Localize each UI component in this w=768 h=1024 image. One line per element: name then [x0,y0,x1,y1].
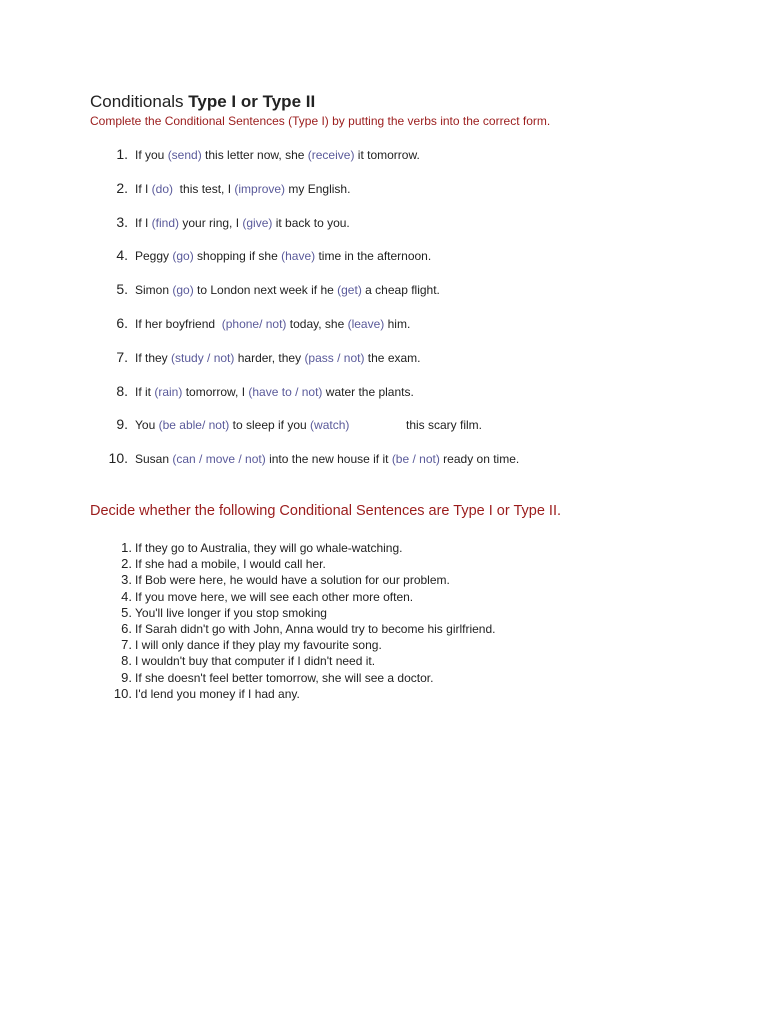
exercise1-item [0,348,768,371]
item-number: 7. [121,637,132,653]
exercise1-item [0,213,768,236]
sentence-text: it tomorrow. [354,148,420,162]
verb-hint: (pass / not) [304,350,365,365]
exercise2-item [0,622,768,638]
item-number: 10. [113,685,132,701]
item-sentence: I wouldn't buy that computer if I didn't need it. [135,654,376,669]
verb-hint: (be able/ not) [158,418,230,433]
sentence-text: to London next week if he [193,283,338,298]
item-sentence [135,351,421,365]
verb-hint: (go) [172,283,194,298]
sentence-text: into the new house if it [265,452,392,467]
verb-hint: (do) [151,181,174,196]
exercise2-item [0,573,768,589]
exercise1-instructions: Complete the Conditional Sentences (Type I) by putting the verbs into the correct form. [90,114,551,128]
verb-hint: (have to / not) [248,384,323,399]
sentence-text: Peggy [135,249,173,264]
item-number: 9. [116,416,128,433]
exercise1-item [0,317,768,337]
item-number: 8. [116,382,128,399]
sentence-text: If it [135,384,155,399]
sentence-text: shopping if she [193,249,282,264]
item-number: 4. [121,588,132,604]
item-number: 5. [116,281,128,298]
item-sentence [135,317,410,331]
sentence-text: to sleep if you [229,418,311,433]
sentence-text: it back to you. [272,215,350,230]
exercise2-item [0,671,768,687]
sentence-text: your ring, I [179,215,243,230]
item-number: 9. [121,669,132,685]
item-sentence: I will only dance if they play my favourite song. [135,638,382,653]
sentence-text: If her boyfriend [135,317,222,331]
item-sentence: If you move here, we will see each other more often. [135,589,414,604]
exercise1-item [0,249,768,269]
item-sentence [135,216,350,230]
exercise2-item [0,590,768,606]
item-sentence: If she doesn't feel better tomorrow, she will see a doctor. [135,670,434,685]
item-sentence: If they go to Australia, they will go whale-watching. [135,541,403,555]
item-number: 3. [116,213,128,230]
verb-hint: (study / not) [171,350,235,365]
title-bold: Type I or Type II [188,92,316,111]
item-number: 1. [116,146,128,162]
sentence-text: my English. [285,181,351,196]
sentence-text: time in the afternoon. [315,249,432,264]
exercise2-item [0,541,768,557]
exercise1-item [0,179,768,202]
sentence-text: him. [384,317,411,331]
exercise1-item [0,452,768,472]
item-number: 7. [116,348,128,365]
exercise2-item [0,606,768,622]
sentence-text: this test, I [173,181,235,196]
sentence-text: If you [135,148,168,162]
item-sentence [135,249,431,263]
item-number: 3. [121,572,132,588]
sentence-text: If they [135,350,172,365]
verb-hint: (leave) [347,317,385,331]
verb-hint: (improve) [234,181,286,196]
sentence-text: Susan [135,452,173,467]
item-number: 8. [121,653,132,669]
verb-hint: (rain) [154,384,183,399]
item-number: 4. [116,247,128,264]
verb-hint: (watch) [310,418,350,433]
page-title [90,92,315,112]
verb-hint: (go) [172,249,194,264]
item-number: 10. [108,450,128,467]
item-number: 6. [121,621,132,636]
sentence-text: water the plants. [322,384,414,399]
sentence-text: If I [135,215,152,230]
sentence-text: this scary film. [406,418,483,433]
exercise2-item [0,687,768,703]
sentence-text: You [135,418,159,433]
sentence-text: today, she [286,317,348,331]
item-sentence [135,148,420,162]
verb-hint: (send) [167,148,202,162]
item-sentence [135,385,414,399]
exercise1-item [0,418,768,438]
sentence-text: ready on time. [439,452,520,467]
item-sentence: You'll live longer if you stop smoking [135,605,327,620]
exercise1-item [0,382,768,405]
item-sentence [135,452,519,466]
verb-hint: (be / not) [391,452,440,467]
verb-hint: (have) [281,249,316,264]
item-sentence: If Bob were here, he would have a solution for our problem. [135,573,450,588]
exercise2-item [0,557,768,573]
verb-hint: (give) [242,215,273,230]
verb-hint: (receive) [307,148,355,162]
sentence-text: a cheap flight. [361,283,440,298]
item-sentence [135,283,440,297]
item-number: 6. [116,315,128,331]
item-number: 1. [121,540,132,555]
sentence-text: Simon [135,283,173,298]
exercise2-item [0,654,768,670]
exercise2-item [0,638,768,654]
item-sentence: If Sarah didn't go with John, Anna would try to become his girlfriend. [135,622,496,636]
verb-hint: (phone/ not) [221,317,287,331]
sentence-text: If I [135,181,152,196]
sentence-text: harder, they [234,350,305,365]
item-sentence: I'd lend you money if I had any. [135,686,300,701]
sentence-text: tomorrow, I [182,384,249,399]
verb-hint: (get) [337,283,362,298]
title-prefix: Conditionals [90,92,184,111]
item-number: 2. [116,179,128,196]
verb-hint: (can / move / not) [172,452,266,467]
sentence-text: this letter now, she [201,148,308,162]
exercise1-item [0,148,768,168]
item-number: 2. [121,556,132,572]
exercise1-item [0,283,768,303]
verb-hint: (find) [151,215,180,230]
item-sentence: If she had a mobile, I would call her. [135,557,326,572]
item-sentence [135,182,350,196]
sentence-text: the exam. [364,350,421,365]
item-number: 5. [121,604,132,620]
exercise2-heading: Decide whether the following Conditional Sentences are Type I or Type II. [90,503,561,519]
item-sentence [135,418,349,432]
